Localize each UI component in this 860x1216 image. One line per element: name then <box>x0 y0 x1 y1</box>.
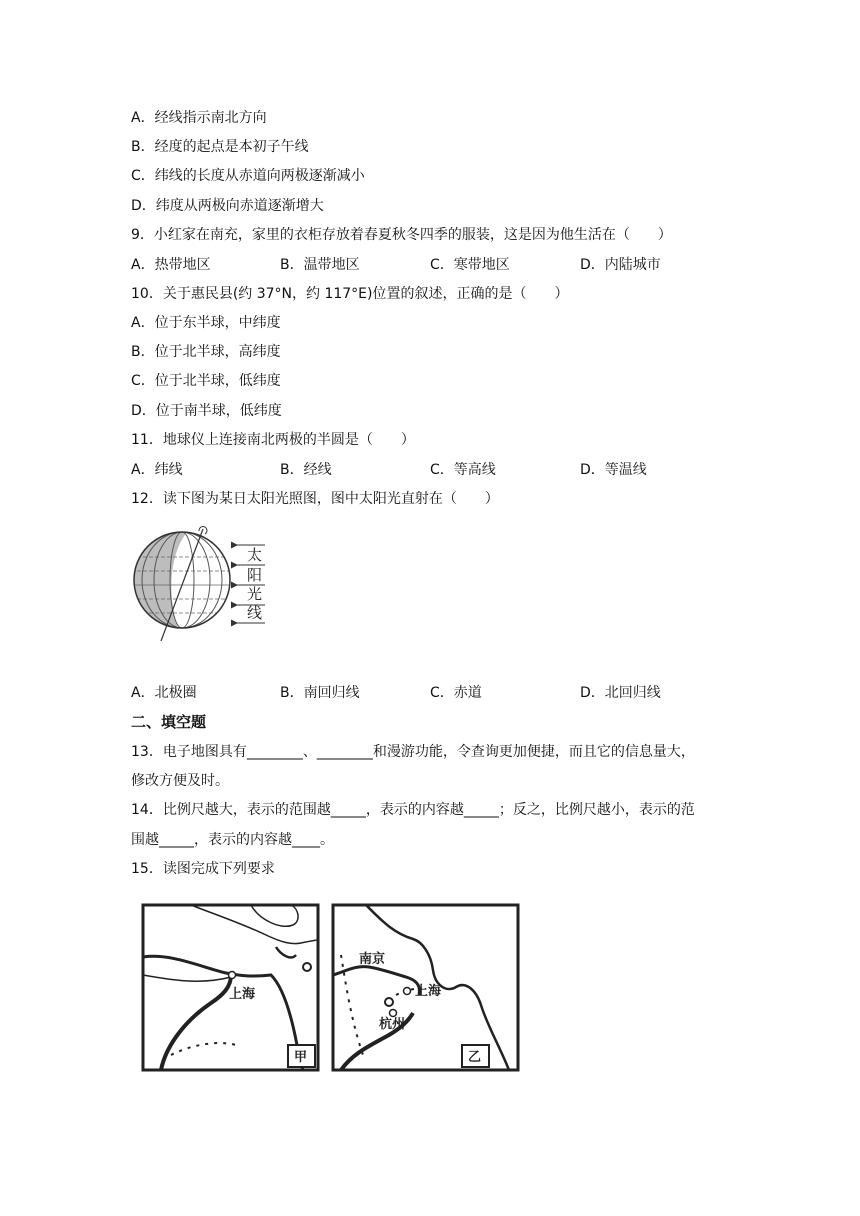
q9-option-b: B．温带地区 <box>280 257 360 273</box>
shanghai-maps-figure <box>131 895 526 1080</box>
sunlight-char-3: 光 <box>247 585 263 603</box>
q9-stem: 9．小红家在南充，家里的衣柜存放着春夏秋冬四季的服装，这是因为他生活在（ ） <box>131 227 672 243</box>
q8-option-b: B．经度的起点是本初子午线 <box>131 139 309 155</box>
sunlight-char-2: 阳 <box>247 566 263 584</box>
q12-option-b: B．南回归线 <box>280 685 360 701</box>
q11-option-b: B．经线 <box>280 462 332 478</box>
sunlight-globe-figure <box>125 525 275 645</box>
map-jia <box>143 905 318 1070</box>
map-jia-tag: 甲 <box>294 1050 308 1065</box>
q10-option-d: D．位于南半球，低纬度 <box>131 403 282 419</box>
map-yi-city-label-1: 南京 <box>359 952 386 967</box>
q10-stem: 10．关于惠民县(约 37°N，约 117°E)位置的叙述，正确的是（ ） <box>131 286 569 302</box>
q14-line-1: 14．比例尺越大，表示的范围越_____，表示的内容越_____；反之，比例尺越小，表示的范 <box>131 802 695 818</box>
q12-stem: 12．读下图为某日太阳光照图，图中太阳光直射在（ ） <box>131 491 499 507</box>
q12-option-d: D．北回归线 <box>580 685 661 701</box>
q11-option-d: D．等温线 <box>580 462 647 478</box>
q13-line-1: 13．电子地图具有________、________和漫游功能，令查询更加便捷，而且它的信息量大， <box>131 744 695 760</box>
sunlight-char-4: 线 <box>247 604 263 622</box>
section-heading: 二、填空题 <box>131 713 207 731</box>
map-jia-city-label: 上海 <box>229 987 256 1002</box>
q10-option-a: A．位于东半球，中纬度 <box>131 315 281 331</box>
q8-option-d: D．纬度从两极向赤道逐渐增大 <box>131 198 324 214</box>
map-yi-city-label-2: 上海 <box>415 984 442 999</box>
q8-option-a: A．经线指示南北方向 <box>131 110 267 126</box>
q9-option-a: A．热带地区 <box>131 257 211 273</box>
map-yi <box>333 905 518 1070</box>
map-yi-city-label-3: 杭州 <box>379 1017 406 1032</box>
q8-option-c: C．纬线的长度从赤道向两极逐渐减小 <box>131 168 365 184</box>
q10-option-c: C．位于北半球，低纬度 <box>131 373 281 389</box>
sunlight-char-1: 太 <box>247 546 263 564</box>
q12-option-a: A．北极圈 <box>131 685 197 701</box>
q9-option-c: C．寒带地区 <box>430 257 510 273</box>
q9-option-d: D．内陆城市 <box>580 257 661 273</box>
q11-option-a: A．纬线 <box>131 462 183 478</box>
q15-stem: 15．读图完成下列要求 <box>131 861 275 877</box>
q11-stem: 11．地球仪上连接南北两极的半圆是（ ） <box>131 432 415 448</box>
map-yi-tag: 乙 <box>468 1050 482 1065</box>
q12-option-c: C．赤道 <box>430 685 482 701</box>
q13-line-2: 修改方便及时。 <box>131 773 229 789</box>
q14-line-2: 围越_____，表示的内容越____。 <box>131 832 334 848</box>
q11-option-c: C．等高线 <box>430 462 496 478</box>
q10-option-b: B．位于北半球，高纬度 <box>131 344 281 360</box>
